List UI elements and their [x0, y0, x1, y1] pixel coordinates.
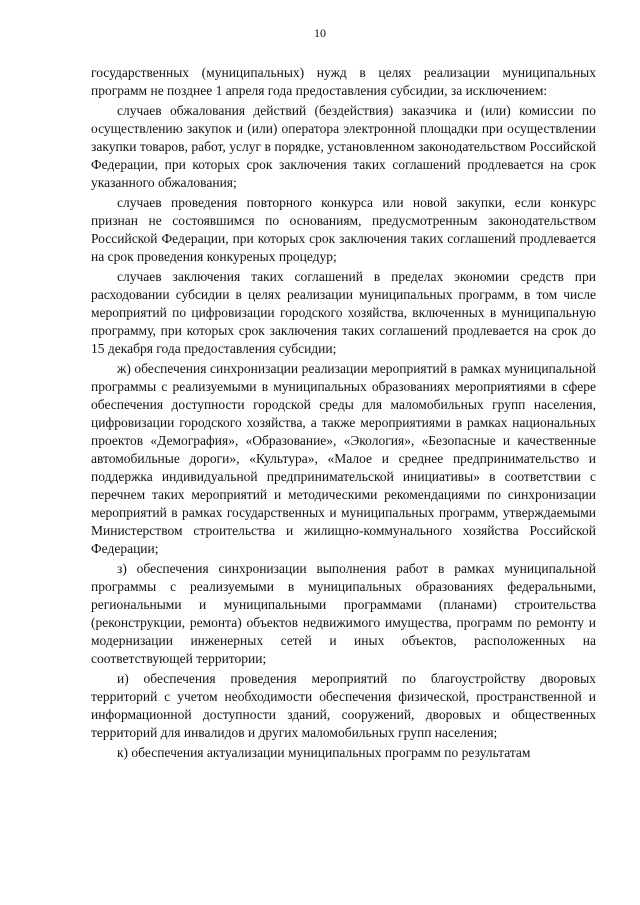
paragraph: случаев обжалования действий (бездействия) заказчика и (или) комиссии по осуществлению закупок и (или) оператора электронной площадки при осуществлении закупки товаров, работ, услуг в порядке, установленном законодательством Российской Федерации, при которых срок заключения таких соглашений продлевается на срок указанного обжалования; [91, 103, 596, 190]
paragraph: з) обеспечения синхронизации выполнения работ в рамках муниципальной программы с реализуемыми в муниципальных образованиях федеральными, региональными и муниципальными программами (планами) строительства (реконструкции, ремонта) объектов недвижимого имущества, программ по ремонту и модернизации инженерных сетей и иных объектов, расположенных на соответствующей территории; [91, 561, 596, 666]
paragraph: государственных (муниципальных) нужд в целях реализации муниципальных программ не позднее 1 апреля года предоставления субсидии, за исключением: [91, 65, 596, 98]
paragraph: случаев заключения таких соглашений в пределах экономии средств при расходовании субсидии в целях реализации муниципальных программ, в том числе мероприятий по цифровизации городского хозяйства, включенных в муниципальную программу, при которых срок заключения таких соглашений продлевается на срок до 15 декабря года предоставления субсидии; [91, 269, 596, 356]
document-body [91, 64, 596, 764]
page-number: 10 [314, 26, 326, 40]
paragraph: ж) обеспечения синхронизации реализации мероприятий в рамках муниципальной программы с реализуемыми в муниципальных образованиях мероприятиями в сфере обеспечения доступности городской среды для маломобильных групп населения, цифровизации городского хозяйства, а также мероприятиями в рамках национальных проектов «Демография», «Образование», «Экология», «Безопасные и качественные автомобильные дороги», «Культура», «Малое и среднее предпринимательство и поддержка индивидуальной предпринимательской инициативы» в соответствии с перечнем таких мероприятий и методическими рекомендациями по синхронизации мероприятий в рамках государственных и муниципальных программ, утверждаемыми Министерством строительства и жилищно-коммунального хозяйства Российской Федерации; [91, 361, 596, 556]
paragraph: случаев проведения повторного конкурса или новой закупки, если конкурс признан не состоявшимся по основаниям, предусмотренным законодательством Российской Федерации, при которых срок заключения таких соглашений продлевается на срок проведения конкуреных процедур; [91, 195, 596, 264]
paragraph: и) обеспечения проведения мероприятий по благоустройству дворовых территорий с учетом необходимости обеспечения физической, пространственной и информационной доступности зданий, сооружений, дворовых и общественных территорий для инвалидов и других маломобильных групп населения; [91, 671, 596, 740]
paragraph: к) обеспечения актуализации муниципальных программ по результатам [117, 745, 531, 760]
